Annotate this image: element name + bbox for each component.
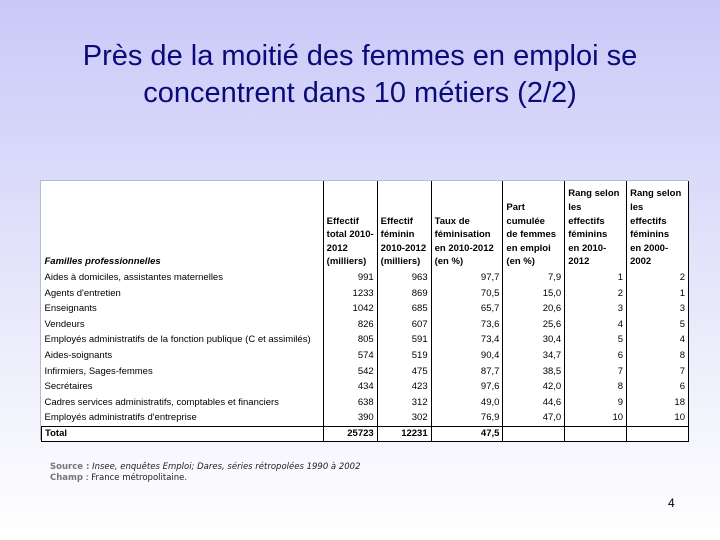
cell-total: 1233 (323, 286, 377, 302)
champ-text: : France métropolitaine. (85, 473, 188, 483)
cell-rang-2000: 10 (627, 410, 689, 426)
cell-rang-2000: 3 (627, 301, 689, 317)
cell-taux: 90,4 (431, 348, 503, 364)
cell-total-feminin: 12231 (377, 426, 431, 441)
table-row (42, 364, 689, 380)
cell-rang-2000: 1 (627, 286, 689, 302)
cell-rang-2000: 5 (627, 317, 689, 333)
cell-taux: 97,7 (431, 270, 503, 286)
slide-title (20, 38, 700, 112)
cell-total-rang-2010 (565, 426, 627, 441)
table-row (42, 395, 689, 411)
champ-note (50, 473, 360, 484)
cell-family: Vendeurs (44, 318, 85, 330)
table-row (42, 379, 689, 395)
cell-feminin: 607 (377, 317, 431, 333)
cell-total-cumul (503, 426, 565, 441)
header-rang-2000: Rang selon les effectifs féminins en 2000- 2002 (627, 181, 689, 270)
cell-total: 390 (323, 410, 377, 426)
cell-total: 638 (323, 395, 377, 411)
cell-family: Enseignants (44, 303, 97, 315)
cell-cumul: 15,0 (503, 286, 565, 302)
cell-rang-2000: 2 (627, 270, 689, 286)
cell-family: Secrétaires (44, 381, 93, 393)
cell-family: Infirmiers, Sages-femmes (44, 365, 153, 377)
cell-taux: 97,6 (431, 379, 503, 395)
cell-total: 805 (323, 332, 377, 348)
cell-total: 991 (323, 270, 377, 286)
cell-feminin: 475 (377, 364, 431, 380)
cell-family: Aides-soignants (44, 349, 113, 361)
cell-feminin: 685 (377, 301, 431, 317)
cell-feminin: 591 (377, 332, 431, 348)
cell-taux: 73,4 (431, 332, 503, 348)
header-total: Effectif total 2010- 2012 (milliers) (323, 181, 377, 270)
cell-taux: 73,6 (431, 317, 503, 333)
champ-label: Champ (50, 473, 83, 483)
table-row (42, 317, 689, 333)
cell-rang-2010: 5 (565, 332, 627, 348)
cell-rang-2000: 6 (627, 379, 689, 395)
cell-cumul: 38,5 (503, 364, 565, 380)
table-header-row (42, 181, 689, 270)
cell-family: Agents d'entretien (44, 287, 121, 299)
cell-taux: 65,7 (431, 301, 503, 317)
cell-rang-2010: 1 (565, 270, 627, 286)
cell-taux: 87,7 (431, 364, 503, 380)
source-text: Insee, enquêtes Emploi; Dares, séries rétropolées 1990 à 2002 (92, 462, 361, 472)
cell-rang-2010: 8 (565, 379, 627, 395)
table-row (42, 332, 689, 348)
cell-rang-2000: 4 (627, 332, 689, 348)
cell-feminin: 302 (377, 410, 431, 426)
cell-feminin: 423 (377, 379, 431, 395)
cell-cumul: 25,6 (503, 317, 565, 333)
cell-total-taux: 47,5 (431, 426, 503, 441)
cell-cumul: 20,6 (503, 301, 565, 317)
data-table-container (41, 181, 689, 441)
cell-feminin: 312 (377, 395, 431, 411)
cell-cumul: 42,0 (503, 379, 565, 395)
cell-rang-2010: 7 (565, 364, 627, 380)
table-row (42, 348, 689, 364)
cell-cumul: 47,0 (503, 410, 565, 426)
cell-total: 826 (323, 317, 377, 333)
cell-family: Employés administratifs de la fonction publique (C et assimilés) (44, 334, 311, 346)
cell-total-label: Total (42, 426, 324, 441)
cell-rang-2010: 4 (565, 317, 627, 333)
page-number: 4 (668, 496, 675, 510)
header-feminin: Effectif féminin 2010-2012 (milliers) (377, 181, 431, 270)
table-row (42, 410, 689, 426)
cell-taux: 70,5 (431, 286, 503, 302)
footnotes (50, 462, 360, 484)
cell-feminin: 519 (377, 348, 431, 364)
cell-total: 542 (323, 364, 377, 380)
header-rang-2010: Rang selon les effectifs féminins en 2010- 2012 (565, 181, 627, 270)
table-row (42, 286, 689, 302)
cell-total: 1042 (323, 301, 377, 317)
cell-feminin: 963 (377, 270, 431, 286)
cell-rang-2010: 3 (565, 301, 627, 317)
cell-total: 574 (323, 348, 377, 364)
source-note (50, 462, 360, 473)
title-line-1: Près de la moitié des femmes en emploi se (82, 40, 638, 72)
cell-family: Cadres services administratifs, comptables et financiers (44, 396, 279, 408)
cell-rang-2000: 8 (627, 348, 689, 364)
cell-rang-2010: 10 (565, 410, 627, 426)
cell-rang-2010: 2 (565, 286, 627, 302)
cell-rang-2010: 9 (565, 395, 627, 411)
cell-cumul: 7,9 (503, 270, 565, 286)
cell-cumul: 34,7 (503, 348, 565, 364)
header-taux: Taux de féminisation en 2010-2012 (en %) (431, 181, 503, 270)
cell-taux: 49,0 (431, 395, 503, 411)
cell-feminin: 869 (377, 286, 431, 302)
cell-rang-2010: 6 (565, 348, 627, 364)
cell-cumul: 44,6 (503, 395, 565, 411)
cell-taux: 76,9 (431, 410, 503, 426)
header-family: Familles professionnelles (44, 256, 161, 268)
cell-family: Employés administratifs d'entreprise (44, 412, 197, 424)
professions-table (41, 181, 689, 442)
cell-rang-2000: 18 (627, 395, 689, 411)
table-row (42, 270, 689, 286)
title-line-2: concentrent dans 10 métiers (2/2) (143, 77, 577, 109)
table-row (42, 301, 689, 317)
table-total-row (42, 426, 689, 441)
cell-total-rang-2000 (627, 426, 689, 441)
cell-total-total: 25723 (323, 426, 377, 441)
cell-rang-2000: 7 (627, 364, 689, 380)
cell-family: Aides à domiciles, assistantes maternelles (44, 272, 223, 283)
source-label: Source : (50, 462, 90, 472)
cell-cumul: 30,4 (503, 332, 565, 348)
cell-total: 434 (323, 379, 377, 395)
header-cumul: Part cumulée de femmes en emploi (en %) (503, 181, 565, 270)
